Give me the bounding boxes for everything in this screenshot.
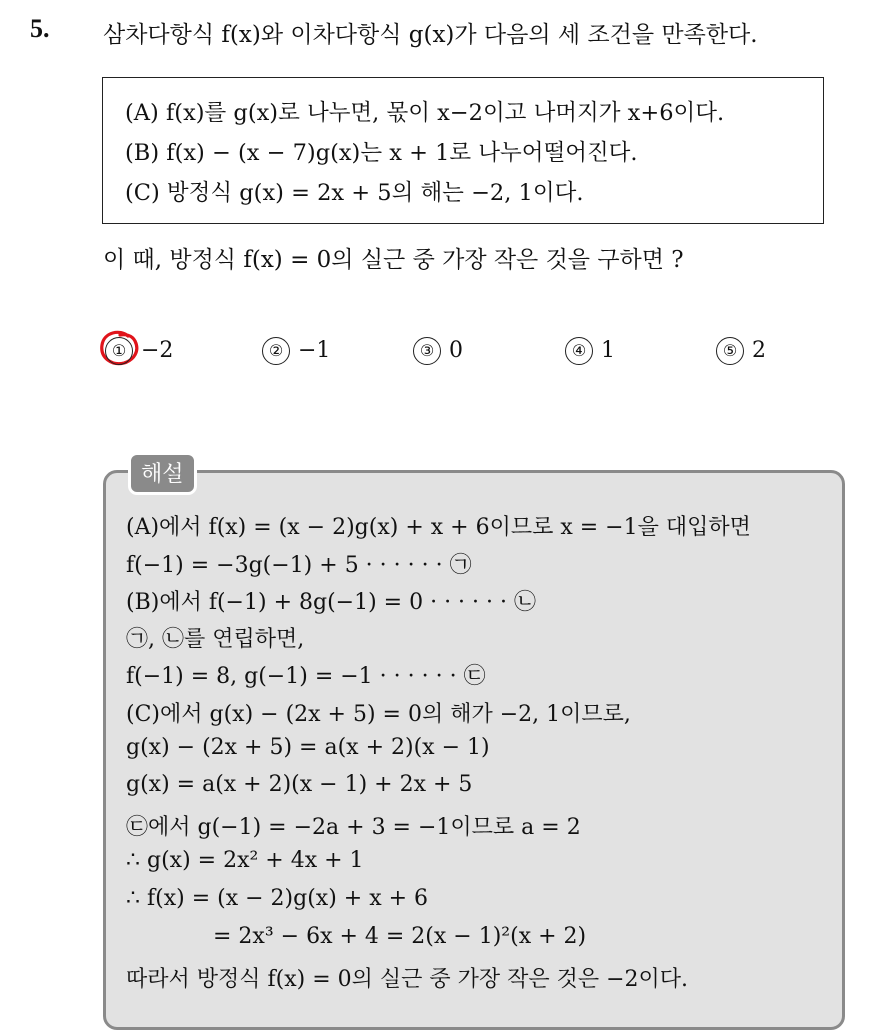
- solution-line: (C)에서 g(x) − (2x + 5) = 0의 해가 −2, 1이므로,: [126, 702, 631, 727]
- problem-stem: 삼차다항식 f(x)와 이차다항식 g(x)가 다음의 세 조건을 만족한다.: [103, 22, 758, 48]
- solution-line: g(x) − (2x + 5) = a(x + 2)(x − 1): [126, 735, 490, 760]
- choice-value: −2: [141, 338, 174, 363]
- condition-a: (A) f(x)를 g(x)로 나누면, 몫이 x−2이고 나머지가 x+6이다.: [125, 100, 725, 126]
- conditions-box: [102, 77, 824, 224]
- choice-number: ①: [105, 337, 133, 365]
- solution-line: g(x) = a(x + 2)(x − 1) + 2x + 5: [126, 772, 473, 797]
- solution-line: ∴ g(x) = 2x² + 4x + 1: [126, 848, 364, 873]
- solution-line: f(−1) = −3g(−1) + 5 · · · · · · ㉠: [126, 553, 472, 578]
- choice-1[interactable]: [105, 337, 173, 365]
- solution-line: = 2x³ − 6x + 4 = 2(x − 1)²(x + 2): [213, 924, 587, 949]
- condition-c: (C) 방정식 g(x) = 2x + 5의 해는 −2, 1이다.: [125, 180, 584, 206]
- solution-line: ∴ f(x) = (x − 2)g(x) + x + 6: [126, 886, 429, 911]
- solution-tag: 해설: [128, 452, 197, 495]
- choice-value: −1: [298, 338, 331, 363]
- choice-4[interactable]: [565, 337, 615, 365]
- question-text: 이 때, 방정식 f(x) = 0의 실근 중 가장 작은 것을 구하면 ?: [103, 247, 684, 273]
- choice-number: ⑤: [716, 337, 744, 365]
- choice-5[interactable]: [716, 337, 766, 365]
- choice-2[interactable]: [262, 337, 330, 365]
- solution-line: (A)에서 f(x) = (x − 2)g(x) + x + 6이므로 x = −1을 대입하면: [126, 515, 751, 540]
- problem-number: 5.: [30, 14, 50, 43]
- condition-b: (B) f(x) − (x − 7)g(x)는 x + 1로 나누어떨어진다.: [125, 140, 638, 166]
- choice-value: 1: [601, 338, 615, 363]
- choice-value: 2: [752, 338, 766, 363]
- choice-number: ③: [413, 337, 441, 365]
- solution-line: ㉠, ㉡를 연립하면,: [126, 627, 305, 652]
- solution-line: 따라서 방정식 f(x) = 0의 실근 중 가장 작은 것은 −2이다.: [126, 967, 689, 992]
- choice-3[interactable]: [413, 337, 463, 365]
- solution-line: f(−1) = 8, g(−1) = −1 · · · · · · ㉢: [126, 664, 486, 689]
- choice-number: ④: [565, 337, 593, 365]
- solution-line: (B)에서 f(−1) + 8g(−1) = 0 · · · · · · ㉡: [126, 590, 536, 615]
- choice-number: ②: [262, 337, 290, 365]
- solution-line: ㉢에서 g(−1) = −2a + 3 = −1이므로 a = 2: [126, 815, 581, 840]
- choice-value: 0: [449, 338, 463, 363]
